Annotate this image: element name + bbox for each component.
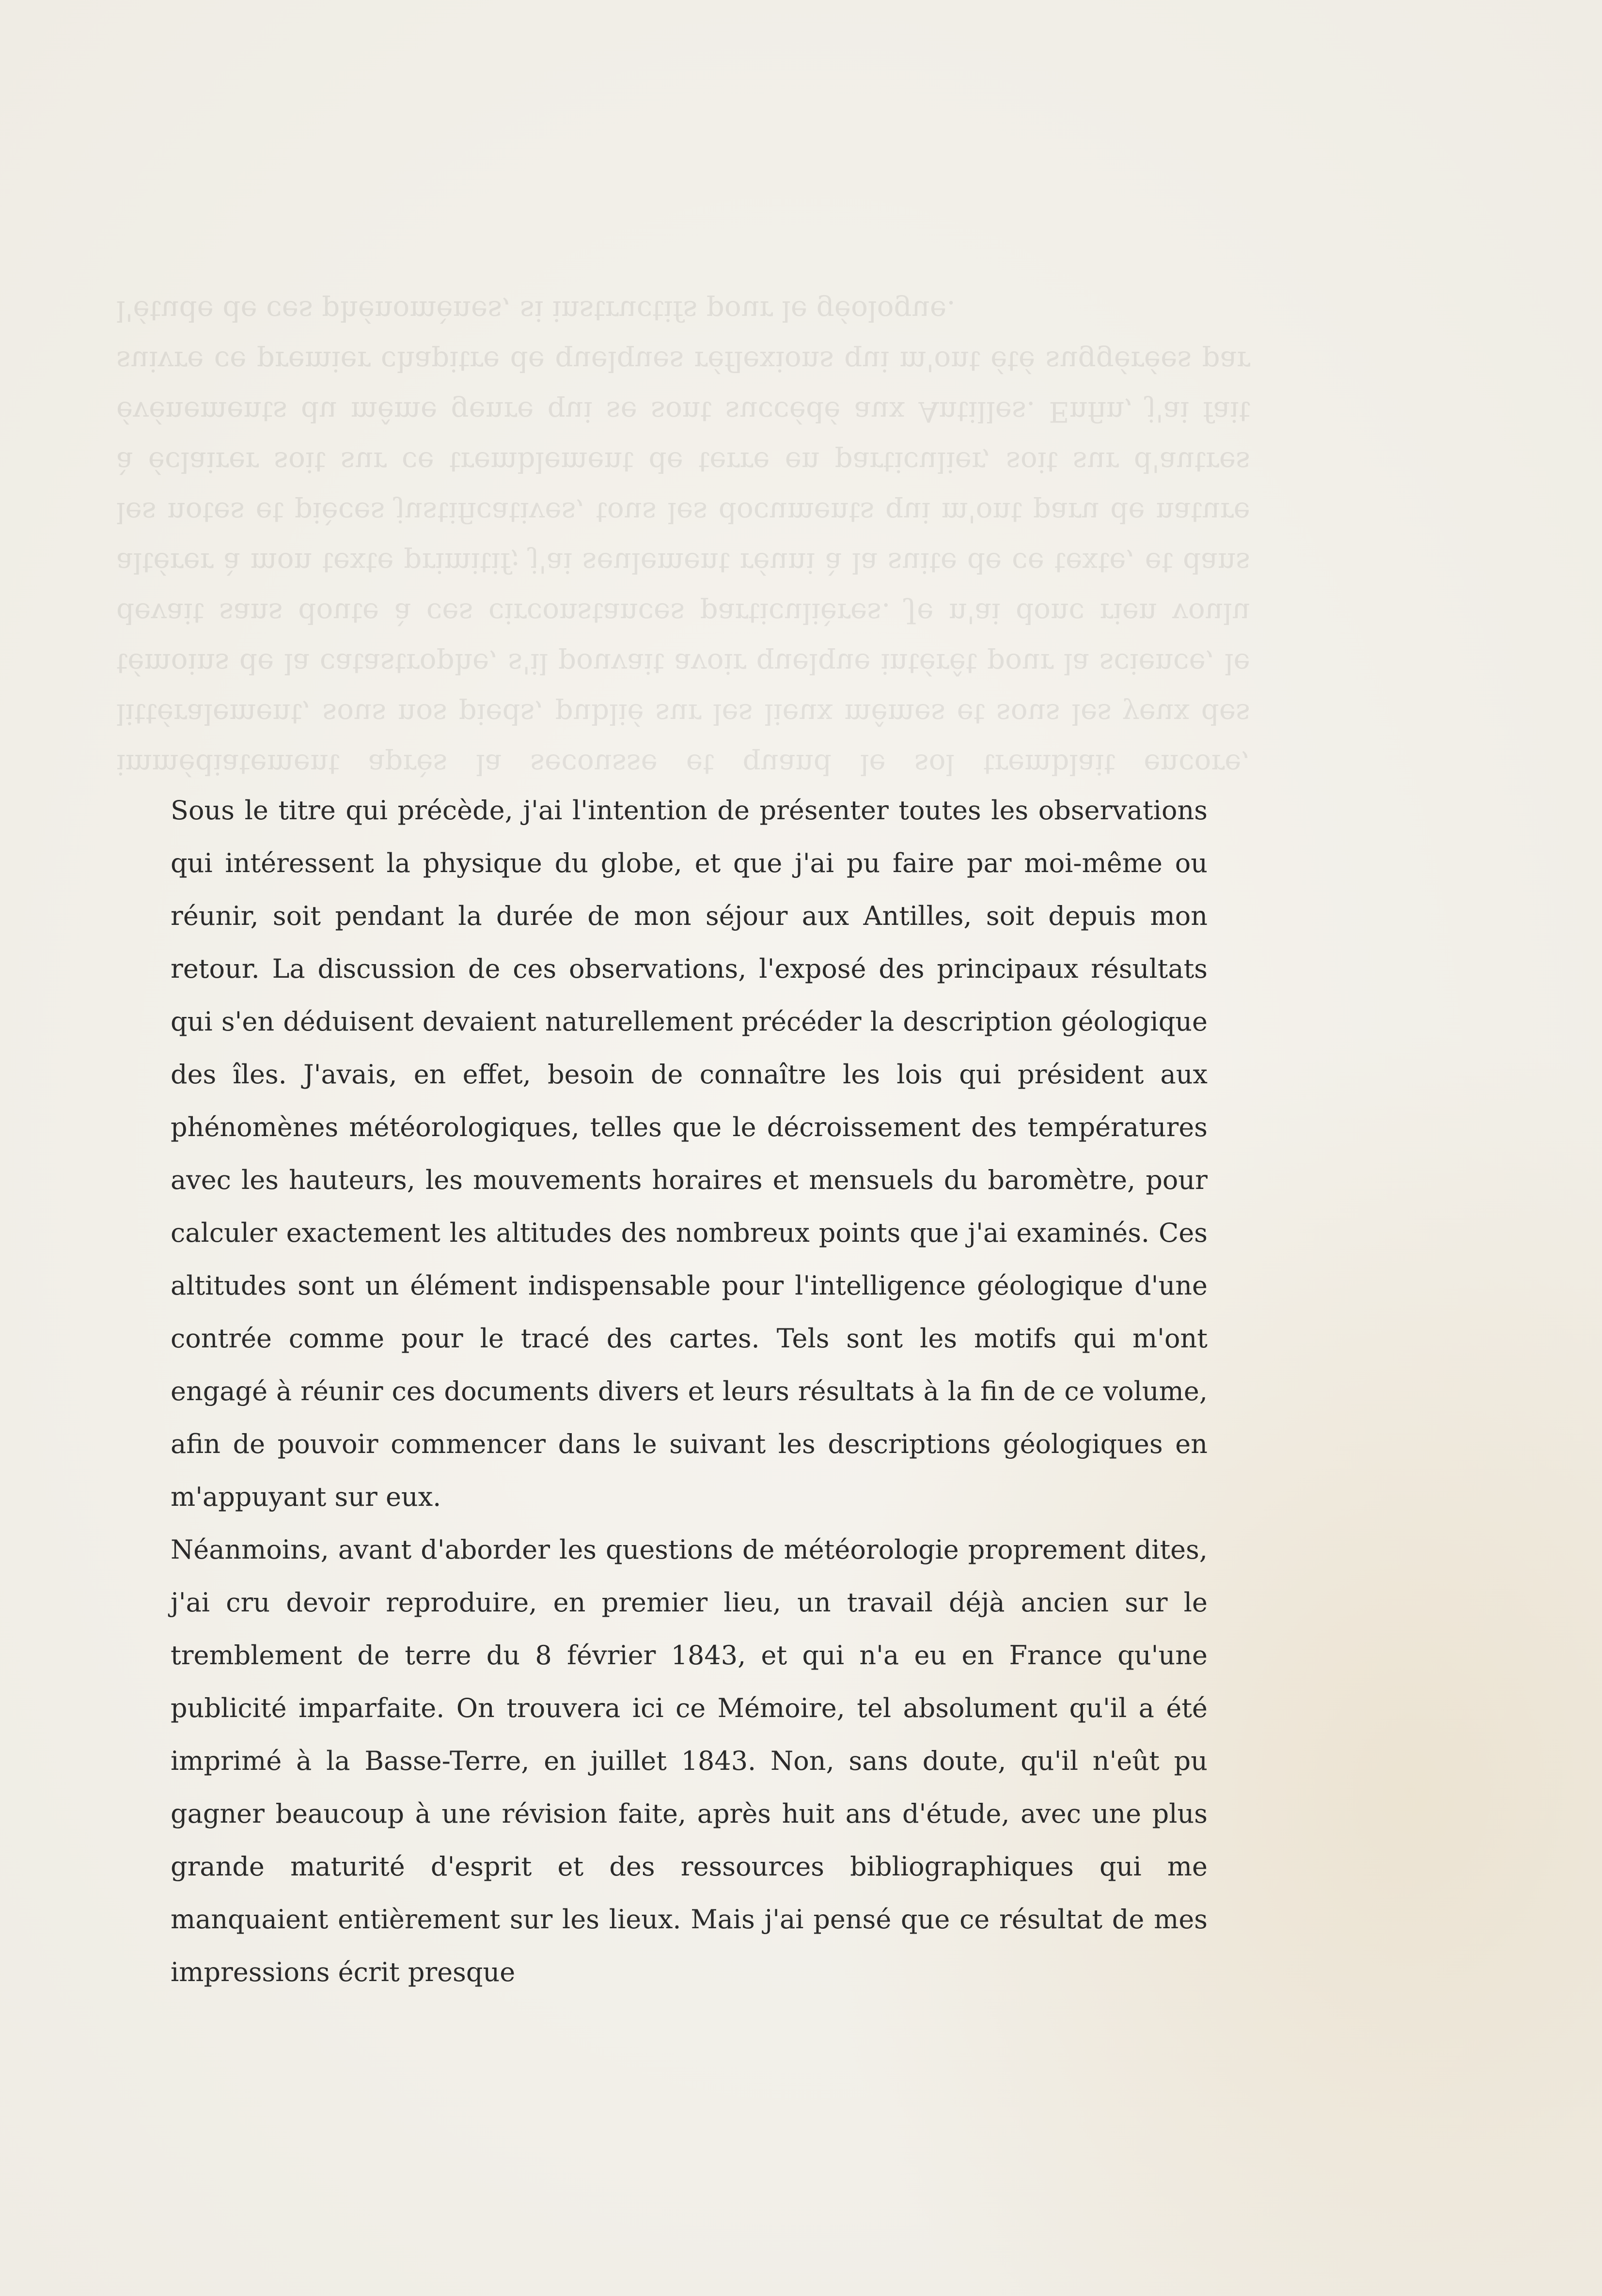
verso-show-through: immédiatement après la secousse et quand le sol tremblait encore, littéralement, sous nos pieds, publié sur les lieux mêmes et sous les yeux des témoins de la catastrophe, s'il pouvait avoir quelque intérêt pour la science, le devait sans doute à ces circonstances particulières. Je n'ai donc rien voulu altérer à mon texte primitif; j'ai seulement réuni à la suite de ce texte, et dans les notes et pièces justificatives, tous les documents qui m'ont paru de nature à éclairer soit sur ce tremblement de terre en particulier, soit sur d'autres événements du même genre qui se sont succédé aux Antilles. Enfin, j'ai fait suivre ce premier chapitre de quelques réflexions qui m'ont été suggérées par l'étude de ces phénomènes, si instructifs pour le géologue.: [116, 295, 1250, 781]
paragraph-1: Sous le titre qui précède, j'ai l'intention de présenter toutes les observations qui intéressent la physique du globe, et que j'ai pu faire par moi-même ou réunir, soit pendant la durée de mon séjour aux Antilles, soit depuis mon retour. La discussion de ces observations, l'exposé des principaux résultats qui s'en déduisent devaient naturellement précéder la description géologique des îles. J'avais, en effet, besoin de connaître les lois qui président aux phénomènes météorologiques, telles que le décroissement des températures avec les hauteurs, les mouvements horaires et mensuels du baromètre, pour calculer exactement les altitudes des nombreux points que j'ai examinés. Ces altitudes sont un élément indispensable pour l'intelligence géologique d'une contrée comme pour le tracé des cartes. Tels sont les motifs qui m'ont engagé à réunir ces documents divers et leurs résultats à la fin de ce volume, afin de pouvoir commencer dans le suivant les descriptions géologiques en m'appuyant sur eux.: [171, 795, 1208, 1512]
paragraph-2: Néanmoins, avant d'aborder les questions de météorologie proprement dites, j'ai cru devoir reproduire, en premier lieu, un travail déjà ancien sur le tremblement de terre du 8 février 1843, et qui n'a eu en France qu'une publicité imparfaite. On trouvera ici ce Mémoire, tel absolument qu'il a été imprimé à la Basse-Terre, en juillet 1843. Non, sans doute, qu'il n'eût pu gagner beaucoup à une révision faite, après huit ans d'étude, avec une plus grande maturité d'esprit et des ressources bibliographiques qui me manquaient entièrement sur les lieux. Mais j'ai pensé que ce résultat de mes impressions écrit presque: [171, 1534, 1208, 1987]
body-text: [171, 784, 1208, 1999]
